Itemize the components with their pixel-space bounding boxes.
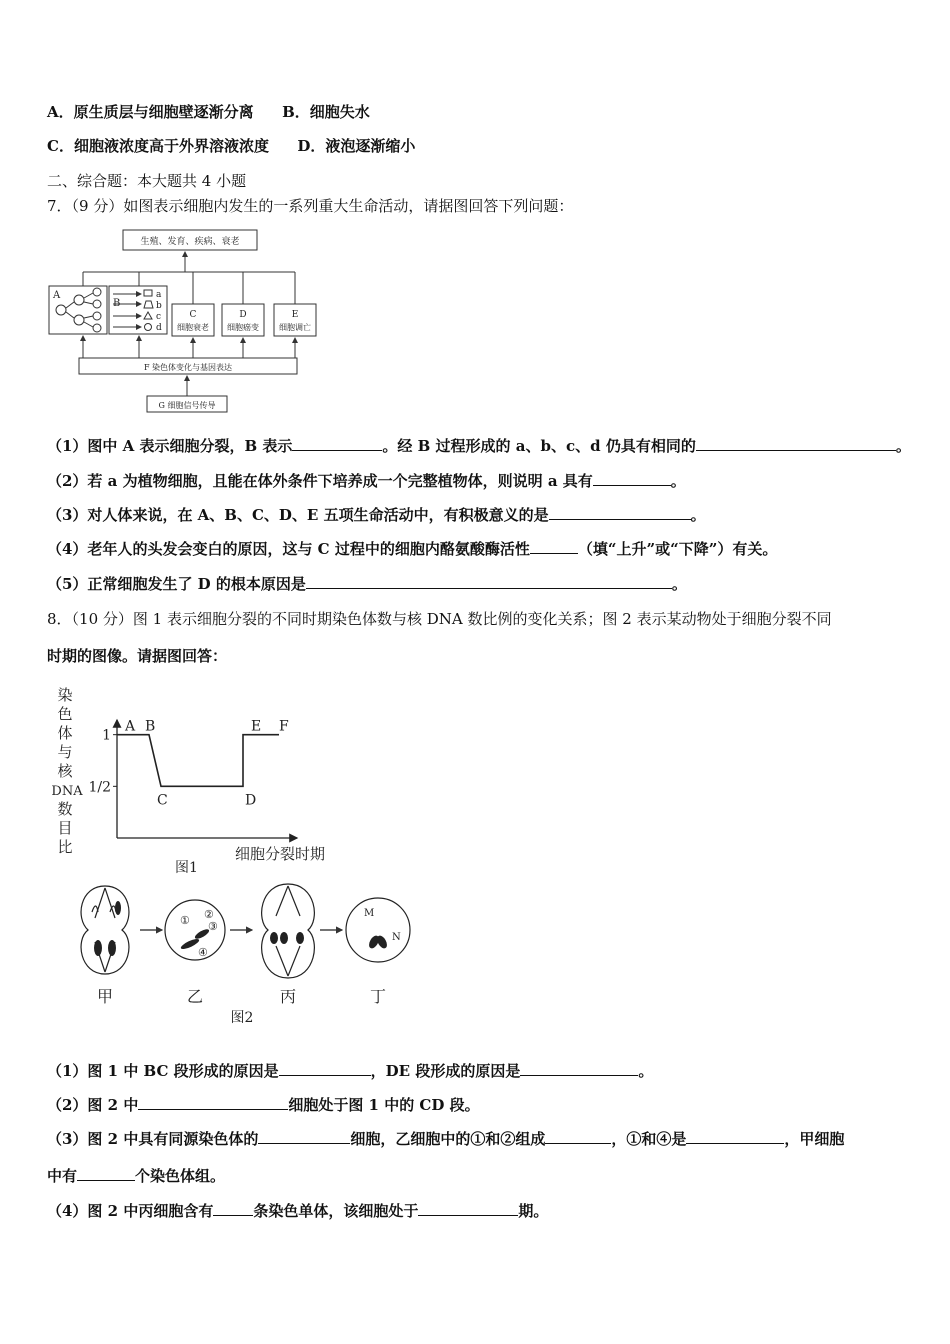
q7-sub2-b: 。 — [670, 472, 686, 490]
q7-blank-4[interactable] — [549, 505, 691, 520]
q6-option-c: C．细胞液浓度高于外界溶液浓度 — [47, 137, 269, 155]
fig2-label-bing: 丙 — [279, 987, 297, 1006]
cell-bing — [262, 884, 315, 978]
fig1-point-f: F — [279, 718, 289, 735]
section-title: 二、综合题：本大题共 4 小题 — [47, 172, 247, 190]
q7-c-letter: C — [189, 310, 197, 320]
fig1-point-c: C — [157, 792, 168, 809]
q7-out-c: c — [156, 312, 162, 322]
q7-sub1 — [47, 436, 911, 456]
q7-sub4 — [47, 539, 777, 559]
q8-sub3-a: （3）图 2 中具有同源染色体的 — [47, 1130, 259, 1148]
fig2-caption: 图2 — [230, 1010, 254, 1026]
q8-sub1 — [47, 1061, 653, 1081]
q8-sub4-b: 条染色单体，该细胞处于 — [253, 1202, 419, 1220]
q8-blank-6[interactable] — [686, 1129, 784, 1144]
q8-sub4 — [47, 1201, 548, 1221]
q8-sub3 — [47, 1129, 844, 1149]
q7-b-label: B — [113, 298, 121, 309]
fig2-label-ding: 丁 — [369, 987, 387, 1006]
q7-sub1-a: （1）图中 A 表示细胞分裂，B 表示 — [47, 437, 293, 455]
q8-sub1-c: 。 — [638, 1062, 654, 1080]
q7-sub2 — [47, 471, 686, 491]
fig1-caption: 图1 — [175, 860, 198, 876]
fig1-point-a: A — [125, 718, 136, 735]
fig1-ylabel-6: 数 — [57, 800, 73, 818]
yi-mark-4: ④ — [198, 946, 208, 959]
fig1-ylabel-4: 核 — [57, 762, 73, 780]
q7-out-d: d — [156, 323, 162, 333]
fig1-point-e: E — [251, 718, 262, 735]
fig1-ylabel-3: 与 — [57, 743, 73, 761]
q8-sub2-b: 细胞处于图 1 中的 CD 段。 — [288, 1096, 480, 1114]
q7-figure — [45, 224, 325, 418]
q8-blank-3[interactable] — [138, 1095, 288, 1110]
q7-blank-2[interactable] — [696, 436, 896, 451]
fig1-ytick-1: 1 — [102, 727, 111, 744]
q7-blank-5[interactable] — [530, 539, 578, 554]
q7-e-text: 细胞调亡 — [279, 323, 311, 332]
q8-sub3-cont — [47, 1166, 225, 1186]
cell-ding — [346, 898, 410, 962]
q7-sub5-b: 。 — [671, 575, 687, 593]
q7-top-label: 生殖、发育、疾病、衰老 — [140, 237, 240, 247]
q7-e-letter: E — [291, 310, 299, 320]
q8-sub4-a: （4）图 2 中丙细胞含有 — [47, 1202, 214, 1220]
q8-sub3-f: 个染色体组。 — [135, 1167, 226, 1185]
yi-mark-2: ② — [204, 908, 214, 921]
q7-stem — [47, 196, 573, 216]
yi-mark-1: ① — [180, 914, 190, 927]
q7-sub4-b: （填“上升”或“下降”）有关。 — [577, 540, 778, 558]
q8-stem2-text: 时期的图像。请据图回答： — [47, 647, 228, 665]
q7-sub1-b: 。经 B 过程形成的 a、b、c、d 仍具有相同的 — [382, 437, 696, 455]
q8-blank-8[interactable] — [213, 1201, 253, 1216]
cell-jia — [81, 886, 129, 974]
fig2-label-jia: 甲 — [96, 987, 114, 1006]
q6-option-d: D．液泡逐渐缩小 — [297, 137, 416, 155]
q6-option-a: A．原生质层与细胞壁逐渐分离 — [47, 103, 254, 121]
q8-sub3-e: 中有 — [47, 1167, 78, 1185]
q8-sub2 — [47, 1095, 480, 1115]
q8-sub4-c: 期。 — [518, 1202, 549, 1220]
q7-blank-1[interactable] — [292, 436, 382, 451]
fig1-ylabel-8: 比 — [57, 838, 73, 856]
q8-blank-4[interactable] — [258, 1129, 350, 1144]
fig2-label-yi: 乙 — [186, 987, 204, 1006]
q8-blank-9[interactable] — [418, 1201, 518, 1216]
fig1-ylabel-0: 染 — [57, 686, 73, 704]
q7-sub5 — [47, 574, 687, 594]
q8-blank-5[interactable] — [545, 1129, 611, 1144]
ding-mark-m: M — [364, 908, 375, 919]
q7-c-text: 细胞衰老 — [177, 323, 209, 332]
ding-mark-n: N — [392, 932, 401, 943]
q7-f-text: F 染色体变化与基因表达 — [143, 363, 233, 372]
q8-stem1-text: 8．（10 分）图 1 表示细胞分裂的不同时期染色体数与核 DNA 数比例的变化关系；图 2 表示某动物处于细胞分裂不同 — [47, 610, 832, 628]
fig1-ylabel-2: 体 — [57, 724, 73, 742]
fig1-ylabel-1: 色 — [57, 705, 73, 723]
q8-stem-1 — [47, 609, 832, 629]
q6-options-row1 — [47, 102, 370, 122]
fig1-chart — [45, 684, 375, 880]
q7-d-text: 细胞癌变 — [227, 323, 259, 332]
q7-stem-text: 7．（9 分）如图表示细胞内发生的一系列重大生命活动，请据图回答下列问题： — [47, 197, 574, 215]
q8-blank-7[interactable] — [77, 1166, 135, 1181]
fig1-ylabel-5: DNA — [51, 784, 83, 799]
q8-blank-2[interactable] — [520, 1061, 638, 1076]
q6-options-row2 — [47, 136, 415, 156]
q7-out-a: a — [156, 290, 162, 300]
q7-a-label: A — [53, 290, 61, 301]
q8-sub3-b: 细胞，乙细胞中的①和②组成 — [350, 1130, 546, 1148]
fig1-point-d: D — [245, 792, 257, 809]
q7-sub5-a: （5）正常细胞发生了 D 的根本原因是 — [47, 575, 306, 593]
q7-sub3-a: （3）对人体来说，在 A、B、C、D、E 五项生命活动中，有积极意义的是 — [47, 506, 549, 524]
q7-sub3-b: 。 — [690, 506, 706, 524]
fig1-ylabel-7: 目 — [57, 819, 73, 837]
fig2-cells — [70, 878, 420, 1028]
q7-sub1-c: 。 — [895, 437, 911, 455]
q8-sub3-d: ，甲细胞 — [784, 1130, 845, 1148]
q7-out-b: b — [156, 301, 162, 311]
q8-sub1-a: （1）图 1 中 BC 段形成的原因是 — [47, 1062, 279, 1080]
q7-g-text: G 细胞信号传导 — [158, 401, 216, 410]
q8-blank-1[interactable] — [279, 1061, 371, 1076]
q8-sub1-b: ，DE 段形成的原因是 — [370, 1062, 521, 1080]
q7-sub2-a: （2）若 a 为植物细胞，且能在体外条件下培养成一个完整植物体，则说明 a 具有 — [47, 472, 593, 490]
q8-stem-2 — [47, 646, 227, 666]
q7-sub4-a: （4）老年人的头发会变白的原因，这与 C 过程中的细胞内酪氨酸酶活性 — [47, 540, 530, 558]
q8-sub2-a: （2）图 2 中 — [47, 1096, 139, 1114]
q7-blank-6[interactable] — [306, 574, 672, 589]
q7-d-letter: D — [239, 310, 247, 320]
fig1-ytick-half: 1/2 — [88, 779, 111, 796]
fig1-series-line — [117, 735, 279, 787]
q7-blank-3[interactable] — [593, 471, 671, 486]
fig1-point-b: B — [145, 718, 156, 735]
q8-sub3-c: ，①和④是 — [611, 1130, 687, 1148]
q6-option-b: B．细胞失水 — [282, 103, 370, 121]
q7-sub3 — [47, 505, 706, 525]
fig1-xlabel: 细胞分裂时期 — [235, 845, 326, 863]
yi-mark-3: ③ — [208, 920, 218, 933]
